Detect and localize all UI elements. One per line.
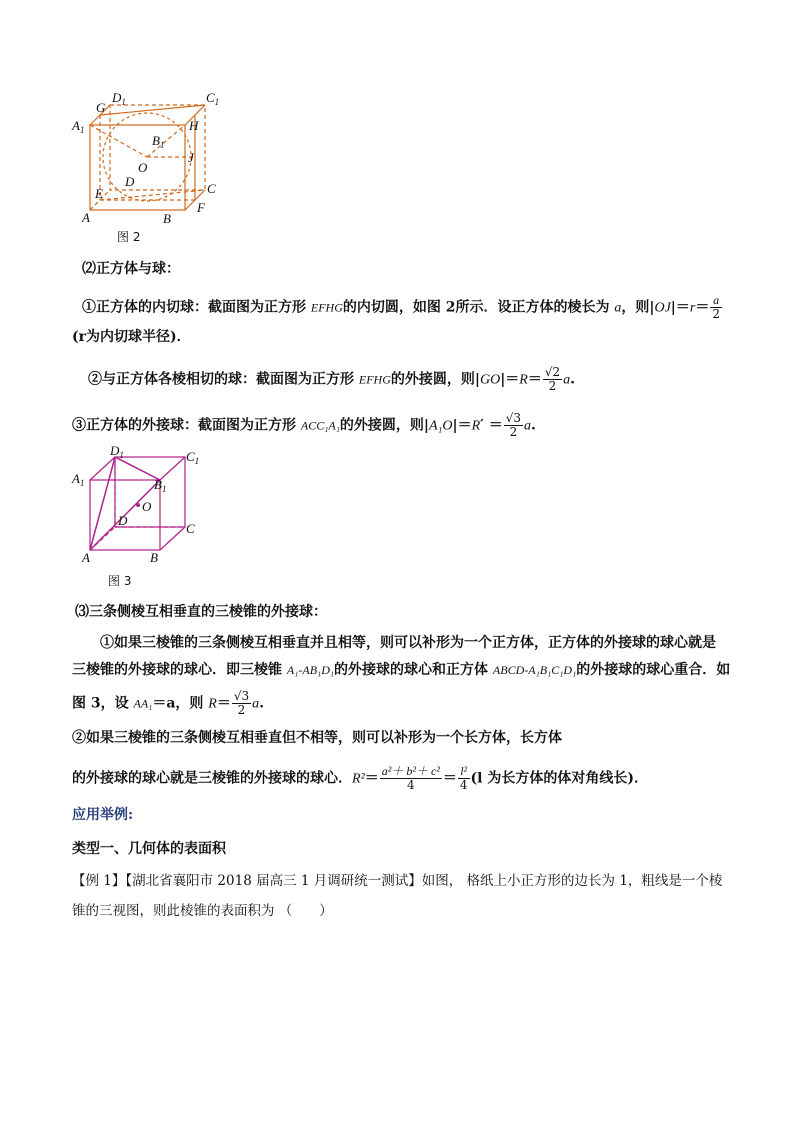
- type-1-heading: 类型一、几何体的表面积: [72, 841, 226, 857]
- fig2-label-c: C: [207, 181, 216, 196]
- example-1-line-2: 锥的三视图，则此棱锥的表面积为 （ ）: [72, 903, 333, 919]
- fig2-label-f: F: [197, 200, 205, 215]
- equal-edges-line-1: ①如果三棱锥的三条侧棱互相垂直并且相等，则可以补形为一个正方体，正方体的外接球的球心就是: [100, 635, 716, 651]
- fig2-label-o: O: [138, 160, 148, 175]
- fig3-label-o: O: [142, 499, 152, 514]
- fig2-label-g: G: [96, 100, 106, 115]
- fig3-label-d1: $D_1$: [110, 445, 124, 460]
- fig3-label-a1: $A_1$: [72, 471, 85, 488]
- fig3-label-c: C: [186, 521, 195, 536]
- fig2-label-c1: $C_1$: [206, 90, 220, 107]
- example-1-line-1: 【例 1】【湖北省襄阳市 2018 届高三 1 月调研统一测试】如图， 格纸上小正方形的边长为 1，粗线是一个棱: [72, 873, 723, 889]
- figure-3-caption: 图 3: [108, 574, 132, 588]
- section-3-heading: ⑶三条侧棱互相垂直的三棱锥的外接球：: [75, 604, 327, 620]
- fig2-label-a1: $A_1$: [72, 118, 85, 135]
- fig2-label-b1: $B_1$: [152, 133, 165, 150]
- figure-2-caption: 图 2: [117, 230, 141, 244]
- fig2-label-d: D: [125, 174, 135, 189]
- equal-edges-line-2: 三棱锥的外接球的球心．即三棱锥 A₁-AB₁D₁的外接球的球心和正方体 ABCD-A₁B₁C₁D₁的外接球的球心重合．如: [72, 662, 731, 678]
- unequal-edges-line-1: ②如果三棱锥的三条侧棱互相垂直但不相等，则可以补形为一个长方体，长方体: [72, 730, 562, 746]
- fig3-label-b: B: [150, 550, 158, 565]
- figure-2-cube-insphere: [60, 90, 230, 230]
- circumsphere-paragraph: ③正方体的外接球：截面图为正方形 ACC₁A₁的外接圆，则|A₁O|＝R′ ＝ $\frac{√3}{2}$ a.: [72, 411, 536, 439]
- fig3-label-a: A: [82, 550, 90, 565]
- fig2-label-d1: $D_1$: [112, 90, 126, 107]
- fig3-label-d: D: [118, 513, 128, 528]
- fig2-label-e: E: [95, 186, 103, 201]
- fig3-label-c1: $C_1$: [186, 449, 200, 466]
- fig3-label-b1: $B_1$: [154, 477, 167, 494]
- fig2-label-h: H: [189, 118, 199, 133]
- midsphere-paragraph: ②与正方体各棱相切的球：截面图为正方形 EFHG的外接圆，则|GO|＝R＝ $\frac{√2}{2}$ a.: [88, 365, 576, 393]
- apply-heading: 应用举例:: [72, 807, 134, 823]
- fig2-label-j: J: [188, 150, 194, 165]
- fig2-label-b: B: [163, 211, 171, 226]
- equal-edges-line-3: 图 3，设 AA₁＝a，则 R＝ $\frac{√3}{2}$ a.: [72, 689, 265, 717]
- insphere-paragraph: ①正方体的内切球：截面图为正方形 EFHG的内切圆，如图 2所示．设正方体的棱长为 a，则|OJ|＝r＝ $\frac{a}{2}$: [82, 293, 720, 321]
- insphere-note: (r为内切球半径)．: [72, 329, 191, 345]
- figure-3-cube-pyramid: [70, 445, 210, 565]
- section-2-heading: ⑵正方体与球：: [82, 261, 180, 277]
- unequal-edges-line-2: 的外接球的球心就是三棱锥的外接球的球心．R²＝ $\frac{\text{a²＋ b²＋ c²}}{4}$ ＝ $\frac{\text{l²}}{4}$ (l 为长方体的体对角线长)．: [72, 764, 648, 792]
- fig2-label-a: A: [82, 210, 90, 225]
